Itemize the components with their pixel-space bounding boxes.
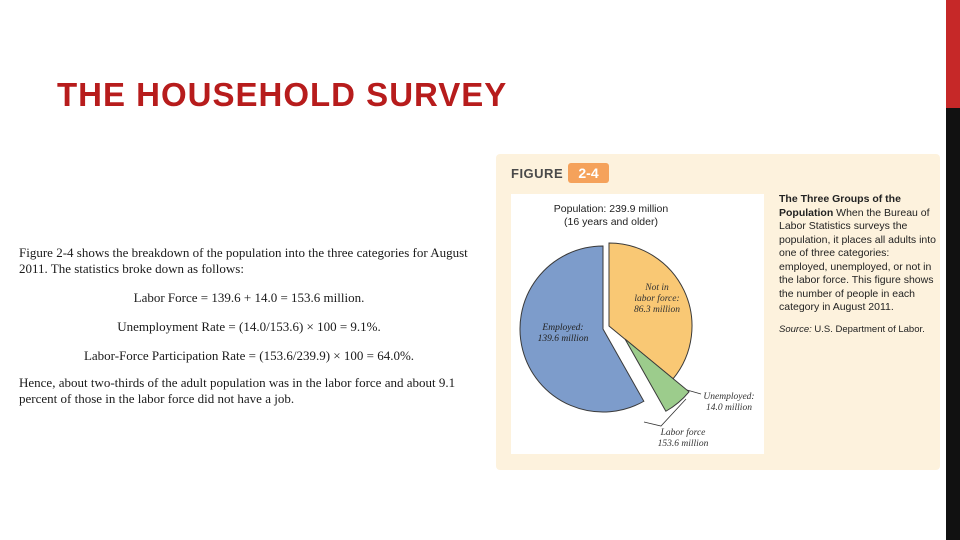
pie-chart: [511, 194, 764, 454]
labor-force-equation: Labor Force = 139.6 + 14.0 = 153.6 million.: [133, 290, 365, 305]
figure-number-badge: 2-4: [568, 163, 609, 183]
caption-source: [779, 323, 937, 337]
slice-label-unemployed-line2: 14.0 million: [706, 403, 752, 413]
chart-box: [511, 194, 764, 454]
slice-label-unemployed-line1: Unemployed:: [703, 392, 755, 402]
figure-label: FIGURE: [511, 166, 564, 181]
slice-label-employed-line1: Employed:: [542, 323, 584, 333]
conclusion-paragraph: Hence, about two-thirds of the adult population was in the labor force and about 9.1 percent of those in the labor force did not have a job.: [19, 375, 456, 406]
figure-caption: [779, 193, 937, 336]
accent-bar-black: [946, 108, 960, 540]
unemployment-rate-equation: Unemployment Rate = (14.0/153.6) × 100 = 9.1%.: [117, 319, 381, 334]
intro-paragraph: Figure 2-4 shows the breakdown of the population into the three categories for August 2011. The statistics broke down as follows:: [19, 245, 468, 276]
slice-label-employed-line2: 139.6 million: [537, 334, 589, 344]
source-label: Source:: [779, 323, 812, 335]
slice-label-not-in-line3: 86.3 million: [634, 305, 680, 315]
chart-title-line2: (16 years and older): [564, 216, 658, 228]
caption-title: The Three Groups of the Population: [779, 193, 901, 219]
source-text: U.S. Department of Labor.: [814, 323, 925, 335]
chart-title-line1: Population: 239.9 million: [553, 203, 669, 215]
participation-rate-equation: Labor-Force Participation Rate = (153.6/239.9) × 100 = 64.0%.: [83, 348, 415, 363]
labor-force-label-line2: 153.6 million: [657, 439, 709, 449]
slide-title: THE HOUSEHOLD SURVEY: [57, 76, 508, 113]
body-text: [19, 245, 479, 407]
labor-force-label-line1: Labor force: [660, 428, 706, 438]
caption-text: When the Bureau of Labor Statistics surveys the population, it places all adults into one of three categories: employed, unemployed, or not in the labor force. This figure shows the number of people in each category in August 2011.: [779, 206, 937, 313]
slice-label-not-in-line2: labor force:: [634, 294, 680, 304]
slice-label-not-in-line1: Not in: [645, 283, 669, 293]
accent-bar-red: [946, 0, 960, 108]
